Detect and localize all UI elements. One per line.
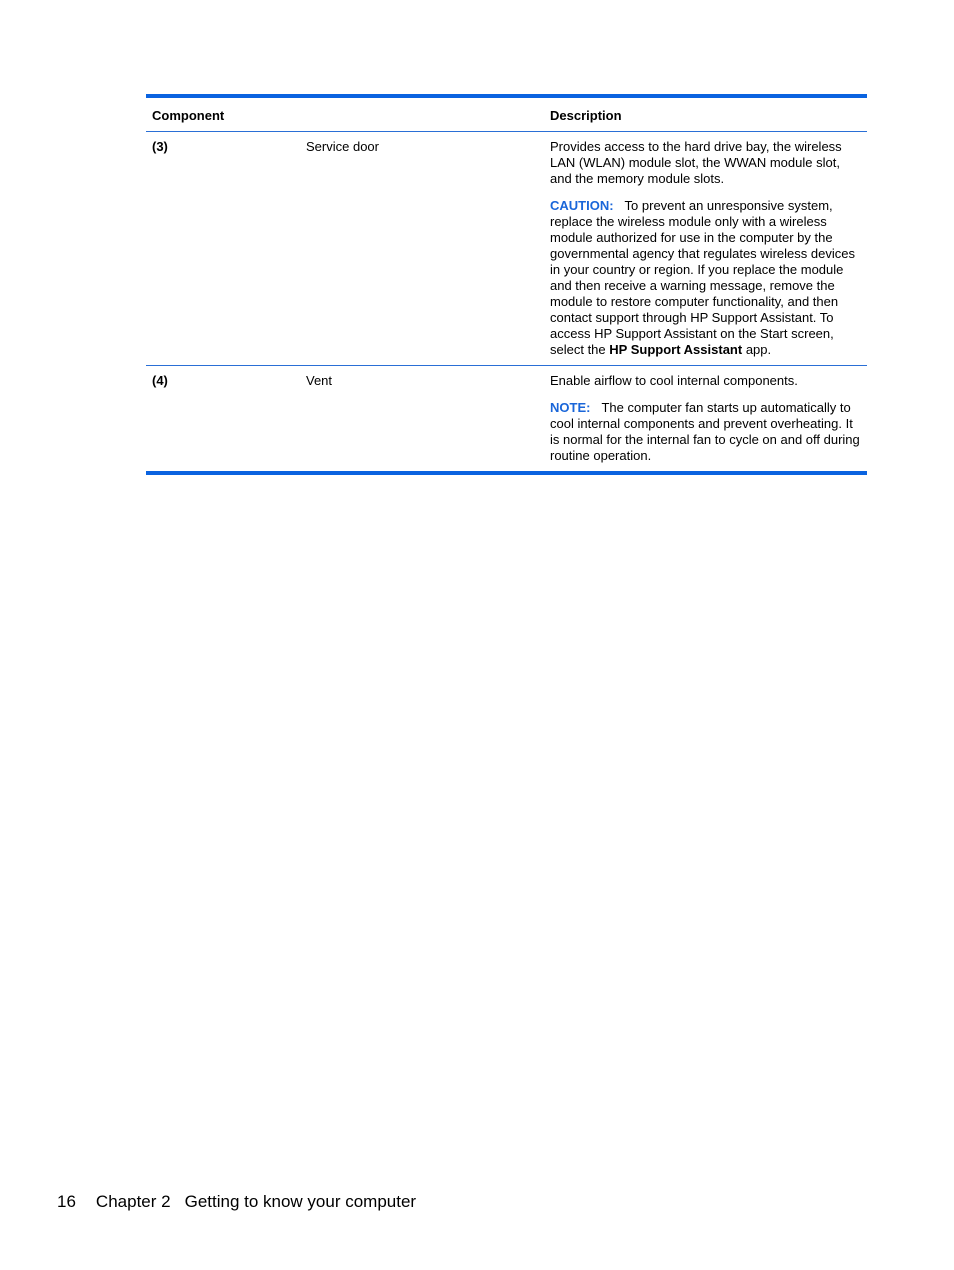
caution-label: CAUTION: — [550, 198, 614, 213]
component-description — [550, 139, 862, 369]
page-number: 16 — [57, 1192, 76, 1211]
table-row — [146, 132, 867, 365]
note-notice — [550, 400, 862, 464]
page-footer — [57, 1192, 416, 1212]
component-name: Service door — [306, 139, 379, 154]
component-name: Vent — [306, 373, 333, 388]
chapter-title: Getting to know your computer — [184, 1192, 417, 1211]
caution-notice — [550, 198, 862, 358]
component-number: (3) — [152, 139, 168, 154]
caution-text: To prevent an unresponsive system, replace the wireless module only with a wireless module authorized for use in the computer by the governmental agency that regulates wireless devices in your country or region. If you replace the module and then receive a warning message, remove the module to restore computer functionality, and then contact support through HP Support Assistant. To access HP Support Assistant on the Start screen, select the — [550, 198, 855, 357]
note-text: The computer fan starts up automatically to cool internal components and prevent overheating. It is normal for the internal fan to cycle on and off during routine operation. — [550, 400, 860, 463]
caution-end-text: app. — [745, 342, 772, 357]
header-description: Description — [550, 108, 622, 123]
table-row — [146, 366, 867, 471]
description-text: Provides access to the hard drive bay, the wireless LAN (WLAN) module slot, the WWAN module slot, and the memory module slots. — [550, 139, 842, 186]
note-label: NOTE: — [550, 400, 591, 415]
component-number: (4) — [152, 373, 168, 388]
component-description — [550, 373, 862, 475]
component-table — [146, 94, 867, 475]
description-text: Enable airflow to cool internal components. — [550, 373, 798, 388]
caution-bold-text: HP Support Assistant — [609, 342, 743, 357]
chapter-label: Chapter 2 — [95, 1192, 171, 1211]
table-header-row — [146, 98, 867, 131]
header-component: Component — [152, 108, 225, 123]
